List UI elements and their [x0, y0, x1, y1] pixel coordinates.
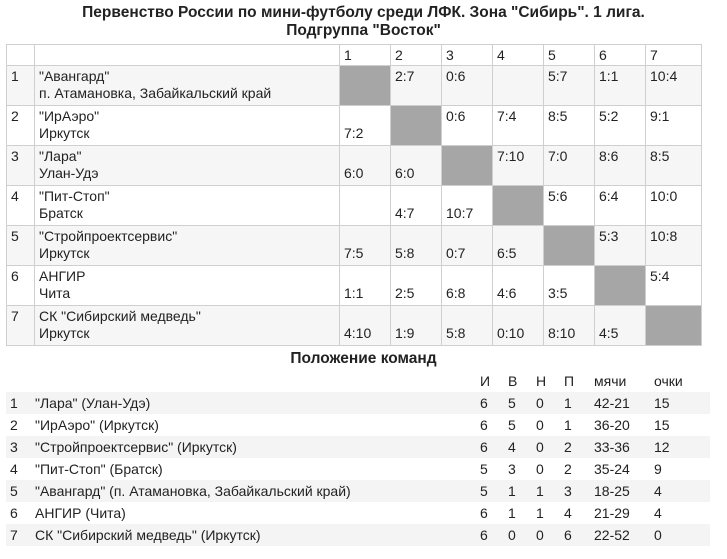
team-cell: [35, 226, 340, 266]
standings-pos: 5: [6, 480, 31, 502]
match-score: 6:5: [497, 245, 517, 261]
standings-goals: 22-52: [590, 524, 650, 546]
standings-drawn: 1: [536, 505, 544, 521]
standings-pos: 3: [6, 436, 31, 458]
standings-lost: 4: [564, 505, 572, 521]
score-cell: [646, 146, 702, 186]
match-score: 0:6: [446, 68, 466, 84]
header-blank: [31, 370, 476, 392]
score-cell: [595, 146, 646, 186]
score-cell: [646, 186, 702, 226]
match-score: 5:4: [650, 268, 670, 284]
match-score: 4:5: [599, 325, 619, 341]
header-lost: П: [564, 373, 575, 389]
score-cell: [340, 306, 391, 346]
standings-lost: 1: [564, 417, 572, 433]
diagonal-cell: [340, 66, 391, 106]
match-score: 3:5: [548, 285, 568, 301]
team-number: 4: [7, 186, 35, 226]
standings-drawn: 0: [536, 461, 544, 477]
page-title: [0, 4, 727, 40]
standings-drawn: 0: [532, 392, 560, 414]
match-score: 0:7: [446, 245, 466, 261]
standings-lost: 3: [560, 480, 590, 502]
score-cell: [544, 146, 595, 186]
standings-won: 1: [508, 505, 516, 521]
standings-goals: 36-20: [594, 417, 630, 433]
match-score: 6:4: [599, 188, 619, 204]
standings-lost: 2: [560, 436, 590, 458]
score-cell: [340, 266, 391, 306]
crosstable-header-row: [7, 45, 702, 66]
match-score: 8:5: [548, 108, 568, 124]
standings-lost: 1: [560, 392, 590, 414]
standings-won: 0: [504, 524, 532, 546]
team-number: 2: [7, 106, 35, 146]
header-points: очки: [654, 373, 683, 389]
match-score: 4:6: [497, 285, 517, 301]
standings-lost: 6: [560, 524, 590, 546]
score-cell: [391, 266, 442, 306]
match-score: 7:5: [344, 245, 364, 261]
standings-won: 1: [504, 480, 532, 502]
crosstable-row: [7, 266, 702, 306]
standings-row: [6, 436, 710, 458]
team-name: "Пит-Стоп": [39, 188, 110, 204]
header-played: И: [480, 373, 491, 389]
match-score: 2:5: [395, 285, 415, 301]
team-city: Иркутск: [39, 125, 90, 141]
standings-team: "Стройпроектсервис" (Иркутск): [31, 436, 476, 458]
team-city: Улан-Удэ: [39, 165, 99, 181]
score-cell: [391, 226, 442, 266]
standings-header-row: [6, 370, 710, 392]
standings-pos: 4: [10, 461, 18, 477]
score-cell: [646, 226, 702, 266]
team-name: СК "Сибирский медведь": [39, 308, 201, 324]
match-score: 5:8: [446, 325, 466, 341]
team-city: Братск: [39, 205, 83, 221]
score-cell: [595, 226, 646, 266]
team-name: АНГИР: [39, 268, 86, 284]
score-cell: [340, 106, 391, 146]
score-cell: [544, 266, 595, 306]
match-score: 1:9: [395, 325, 415, 341]
crosstable-row: [7, 66, 702, 106]
team-name: "Стройпроектсервис": [39, 228, 178, 244]
standings-played: 6: [480, 417, 488, 433]
match-score: 5:8: [395, 245, 415, 261]
match-score: 7:10: [497, 148, 525, 164]
team-cell: [35, 306, 340, 346]
match-score: 4:7: [395, 205, 415, 221]
match-score: 7:2: [344, 125, 364, 141]
match-score: 5:3: [599, 228, 619, 244]
header-won: В: [508, 373, 518, 389]
score-cell: [442, 306, 493, 346]
standings-team: СК "Сибирский медведь" (Иркутск): [31, 524, 476, 546]
score-cell: [493, 66, 544, 106]
header-drawn: Н: [536, 373, 547, 389]
score-cell: [544, 66, 595, 106]
score-cell: [391, 66, 442, 106]
score-cell: [340, 186, 391, 226]
standings-drawn: 1: [532, 480, 560, 502]
match-score: [497, 66, 543, 68]
standings-played: 6: [476, 524, 504, 546]
standings-team: "Пит-Стоп" (Братск): [35, 461, 163, 477]
results-crosstable: [6, 44, 702, 346]
crosstable-row: [7, 106, 702, 146]
team-name: "Лара": [39, 148, 82, 164]
standings-points: 12: [650, 436, 710, 458]
standings-row: [6, 524, 710, 546]
match-score: 10:8: [650, 228, 678, 244]
score-cell: [442, 226, 493, 266]
title-line-1: Первенство России по мини-футболу среди ЛФК. Зона "Сибирь". 1 лига.: [82, 4, 645, 21]
col-header: 1: [340, 45, 391, 66]
team-city: Чита: [39, 285, 71, 301]
standings-drawn: 0: [532, 436, 560, 458]
crosstable-row: [7, 146, 702, 186]
team-number: 5: [7, 226, 35, 266]
score-cell: [595, 106, 646, 146]
diagonal-cell: [595, 266, 646, 306]
standings-row: [6, 480, 710, 502]
score-cell: [391, 306, 442, 346]
match-score: 6:0: [344, 165, 364, 181]
standings-team: АНГИР (Чита): [35, 505, 126, 521]
standings-points: 15: [650, 392, 710, 414]
score-cell: [493, 106, 544, 146]
match-score: 7:0: [548, 148, 568, 164]
col-header: 6: [595, 45, 646, 66]
diagonal-cell: [391, 106, 442, 146]
team-cell: [35, 186, 340, 226]
match-score: 10:7: [446, 205, 474, 221]
score-cell: [391, 186, 442, 226]
col-header: 7: [646, 45, 702, 66]
match-score: 10:0: [650, 188, 678, 204]
col-header: 2: [391, 45, 442, 66]
crosstable-row: [7, 226, 702, 266]
team-name: "Авангард": [39, 68, 110, 84]
team-cell: [35, 146, 340, 186]
match-score: 10:4: [650, 68, 678, 84]
col-header: 4: [493, 45, 544, 66]
score-cell: [544, 186, 595, 226]
team-number: 1: [7, 66, 35, 106]
match-score: 0:10: [497, 325, 525, 341]
team-cell: [35, 106, 340, 146]
standings-won: 5: [504, 392, 532, 414]
score-cell: [442, 66, 493, 106]
team-number: 6: [7, 266, 35, 306]
title-line-2: Подгруппа "Восток": [286, 22, 441, 39]
score-cell: [442, 186, 493, 226]
standings-pos: 2: [10, 417, 18, 433]
score-cell: [340, 226, 391, 266]
score-cell: [646, 266, 702, 306]
match-score: 8:5: [650, 148, 670, 164]
score-cell: [391, 146, 442, 186]
diagonal-cell: [544, 226, 595, 266]
score-cell: [340, 146, 391, 186]
match-score: 0:6: [446, 108, 466, 124]
standings-pos: 7: [6, 524, 31, 546]
team-cell: [35, 66, 340, 106]
team-cell: [35, 266, 340, 306]
standings-points: 15: [654, 417, 670, 433]
header-blank: [7, 45, 35, 66]
standings-played: 5: [480, 461, 488, 477]
team-city: Иркутск: [39, 325, 90, 341]
score-cell: [544, 106, 595, 146]
standings-played: 6: [476, 392, 504, 414]
standings-points: 4: [654, 505, 662, 521]
team-name: "ИрАэро": [39, 108, 100, 124]
score-cell: [493, 266, 544, 306]
header-goals: мячи: [594, 373, 627, 389]
team-number: 3: [7, 146, 35, 186]
standings-played: 6: [480, 505, 488, 521]
score-cell: [595, 306, 646, 346]
match-score: 9:1: [650, 108, 670, 124]
match-score: [344, 186, 390, 205]
standings-won: 3: [508, 461, 516, 477]
col-header: 3: [442, 45, 493, 66]
match-score: 8:10: [548, 325, 576, 341]
match-score: 5:6: [548, 188, 568, 204]
score-cell: [544, 306, 595, 346]
standings-goals: 33-36: [590, 436, 650, 458]
score-cell: [646, 106, 702, 146]
match-score: 7:4: [497, 108, 517, 124]
match-score: 8:6: [599, 148, 619, 164]
match-score: 4:10: [344, 325, 372, 341]
match-score: 6:0: [395, 165, 415, 181]
diagonal-cell: [493, 186, 544, 226]
match-score: 1:1: [599, 68, 619, 84]
score-cell: [493, 146, 544, 186]
col-header: 5: [544, 45, 595, 66]
standings-points: 4: [650, 480, 710, 502]
standings-row: [6, 458, 710, 480]
standings-pos: 6: [10, 505, 18, 521]
diagonal-cell: [646, 306, 702, 346]
standings-team: "Авангард" (п. Атамановка, Забайкальский край): [31, 480, 476, 502]
match-score: 1:1: [344, 285, 364, 301]
diagonal-cell: [442, 146, 493, 186]
score-cell: [442, 106, 493, 146]
standings-lost: 2: [564, 461, 572, 477]
standings-points: 9: [654, 461, 662, 477]
standings-pos: 1: [6, 392, 31, 414]
score-cell: [493, 226, 544, 266]
standings-won: 5: [508, 417, 516, 433]
match-score: 6:8: [446, 285, 466, 301]
standings-row: [6, 392, 710, 414]
standings-row: [6, 502, 710, 524]
standings-played: 6: [476, 436, 504, 458]
team-city: п. Атамановка, Забайкальский край: [39, 85, 272, 101]
score-cell: [493, 306, 544, 346]
standings-goals: 42-21: [590, 392, 650, 414]
crosstable-row: [7, 306, 702, 346]
standings-goals: 21-29: [594, 505, 630, 521]
standings-goals: 18-25: [590, 480, 650, 502]
standings-table: [6, 370, 710, 546]
match-score: 2:7: [395, 68, 415, 84]
match-score: 5:2: [599, 108, 619, 124]
standings-row: [6, 414, 710, 436]
score-cell: [595, 66, 646, 106]
team-city: Иркутск: [39, 245, 90, 261]
team-number: 7: [7, 306, 35, 346]
score-cell: [442, 266, 493, 306]
standings-team: "ИрАэро" (Иркутск): [35, 417, 159, 433]
standings-title: Положение команд: [290, 350, 437, 367]
standings-points: 0: [650, 524, 710, 546]
crosstable-row: [7, 186, 702, 226]
match-score: 5:7: [548, 68, 568, 84]
standings-team: "Лара" (Улан-Удэ): [31, 392, 476, 414]
score-cell: [646, 66, 702, 106]
standings-goals: 35-24: [594, 461, 630, 477]
header-blank: [35, 45, 340, 66]
standings-drawn: 0: [532, 524, 560, 546]
standings-played: 5: [476, 480, 504, 502]
score-cell: [595, 186, 646, 226]
standings-won: 4: [504, 436, 532, 458]
header-blank: [6, 370, 31, 392]
standings-drawn: 0: [536, 417, 544, 433]
